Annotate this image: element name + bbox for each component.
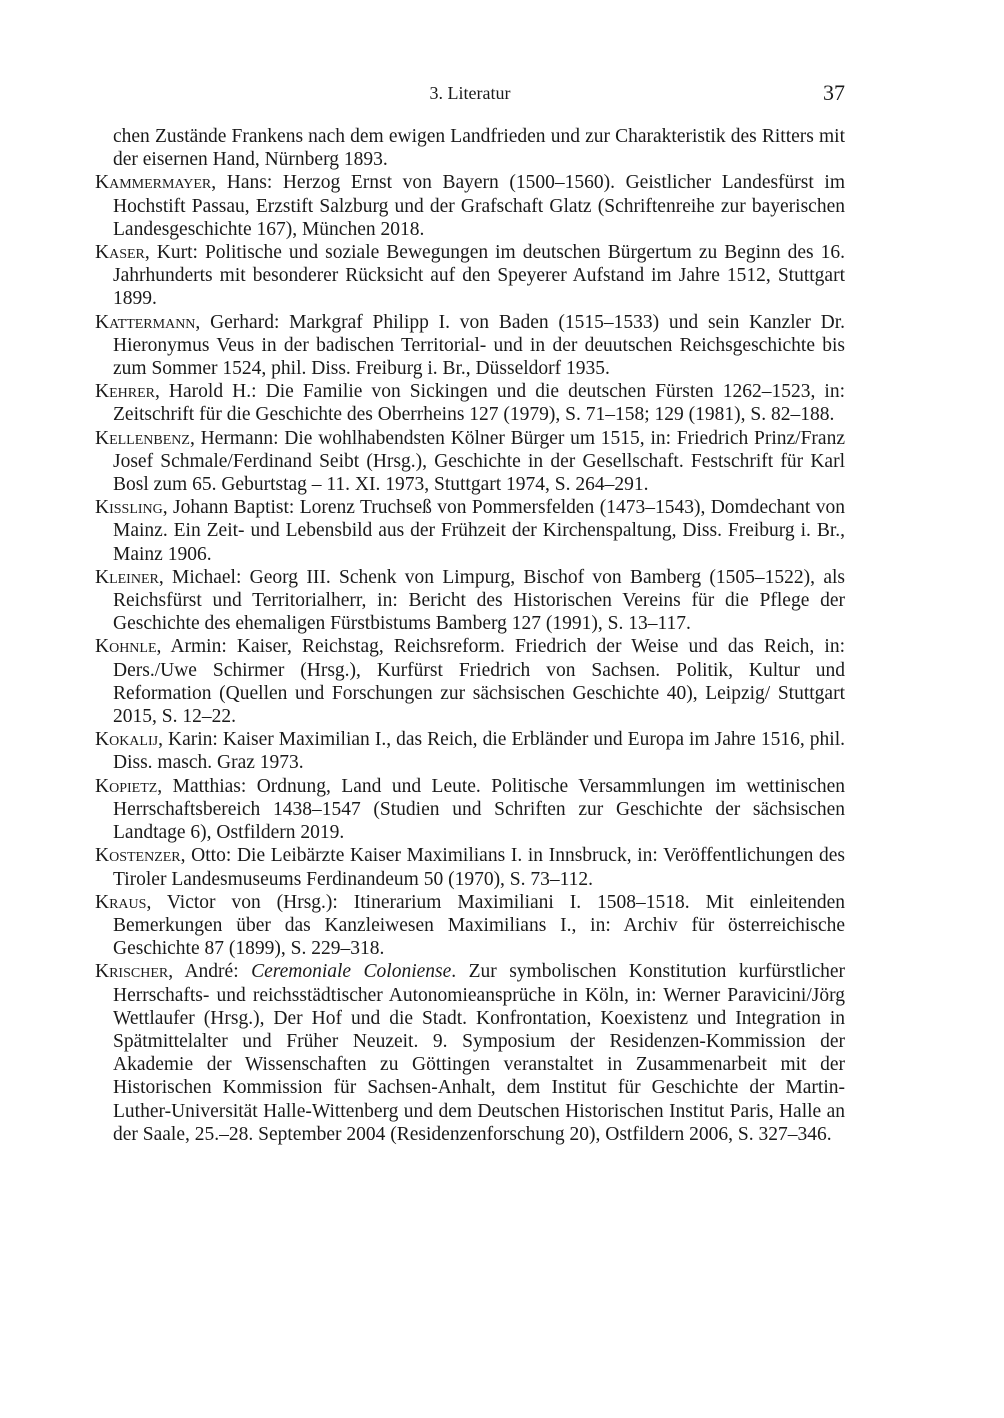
entry-author: Kopietz	[95, 775, 158, 797]
bibliography-entry	[95, 311, 845, 381]
entry-author: Kehrer	[95, 381, 155, 403]
entry-text: , Johann Baptist: Lorenz Truchseß von Pommersfelden (1473–1543), Domdechant von Mainz. Ein Zeit- und Lebensbild aus der Frühzeit der Kirchenspaltung, Diss. Freiburg i. Br., Mainz 1906.	[113, 497, 845, 565]
entry-author: Kattermann	[95, 311, 196, 333]
entry-text: , Victor von (Hrsg.): Itinerarium Maximiliani I. 1508–1518. Mit einleitenden Bemerkungen über das Kanzleiwesen Maximilians I., in: Archiv für österreichische Geschichte 87 (1899), S. 229–318.	[113, 891, 845, 960]
bibliography-entry	[95, 566, 845, 636]
entry-author: Kissling	[95, 497, 163, 519]
bibliography-entry	[95, 241, 845, 311]
bibliography-entry	[95, 496, 845, 566]
entry-text: , Armin: Kaiser, Reichstag, Reichsreform. Friedrich der Weise und das Reich, in: Ders./Uwe Schirmer (Hrsg.), Kurfürst Friedrich von Sachsen. Politik, Kultur und Reformation (Quellen und Forschungen zur sächsischen Geschichte 40), Leipzig/ Stuttgart 2015, S. 12–22.	[113, 636, 845, 728]
entry-text: , Matthias: Ordnung, Land und Leute. Politische Versammlungen im wettinischen Herrschaftsbereich 1438–1547 (Studien und Schriften zur Geschichte der sächsischen Landtage 6), Ostfildern 2019.	[113, 775, 845, 844]
page-header	[95, 80, 845, 108]
bibliography-entry	[95, 171, 845, 241]
bibliography-entry-continuation: chen Zustände Frankens nach dem ewigen Landfrieden und zur Charakteristik des Ritters mit der eisernen Hand, Nürnberg 1893.	[113, 126, 845, 171]
bibliography-entry	[95, 775, 845, 845]
entry-author: Kaser	[95, 242, 145, 264]
entry-author: Kokalij	[95, 729, 159, 751]
entry-text: , Michael: Georg III. Schenk von Limpurg, Bischof von Bamberg (1505–1522), als Reichsfürst und Territorialherr, in: Bericht des Historischen Vereins für die Pflege der Geschichte des ehemaligen Fürstbistums Bamberg 127 (1991), S. 13–117.	[113, 566, 845, 635]
bibliography-entry	[95, 960, 845, 1146]
entry-text: , Hans: Herzog Ernst von Bayern (1500–1560). Geistlicher Landesfürst im Hochstift Passau, Erzstift Salzburg und der Grafschaft Glatz (Schriftenreihe zur bayerischen Landesgeschichte 167), München 2018.	[113, 172, 845, 240]
entry-text: , Harold H.: Die Familie von Sickingen und die deutschen Fürsten 1262–1523, in: Zeitschrift für die Geschichte des Oberrheins 127 (1979), S. 71–158; 129 (1981), S. 82–188.	[113, 381, 845, 426]
entry-title-italic: Ceremoniale Coloniense	[251, 961, 452, 983]
page-number: 37	[823, 80, 845, 105]
bibliography-list	[95, 125, 845, 1146]
bibliography-entry	[95, 427, 845, 497]
bibliography-entry	[95, 380, 845, 426]
entry-text: , Otto: Die Leibärzte Kaiser Maximilians I. in Innsbruck, in: Veröffentlichungen des Tiroler Landesmuseums Ferdinandeum 50 (1970), S. 73–112.	[113, 845, 845, 890]
entry-author: Kleiner	[95, 566, 159, 588]
bibliography-entry	[95, 844, 845, 890]
entry-author: Krischer	[95, 961, 169, 983]
entry-text: , Karin: Kaiser Maximilian I., das Reich, die Erbländer und Europa im Jahre 1516, phil. Diss. masch. Graz 1973.	[113, 729, 845, 774]
entry-text: , Kurt: Politische und soziale Bewegungen im deutschen Bürgertum zu Beginn des 16. Jahrhunderts mit besonderer Rücksicht auf den Speyerer Aufstand im Jahre 1512, Stuttgart 1899.	[113, 242, 845, 310]
entry-text: . Zur symbolischen Konstitution kurfürstlicher Herrschafts- und reichsstädtischer Autonomieansprüche in Köln, in: Werner Paravicini/Jörg Wettlaufer (Hrsg.), Der Hof und die Stadt. Konfrontation, Koexistenz und Integration in Spätmittelalter und Früher Neuzeit. 9. Symposium der Residenzen-Kommission der Akademie der Wissenschaften zu Göttingen veranstaltet in Zusammenarbeit mit der Historischen Kommission für Sachsen-Anhalt, dem Institut für Geschichte der Martin-Luther-Universität Halle-Wittenberg und dem Deutschen Historischen Institut Paris, Halle an der Saale, 25.–28. September 2004 (Residenzenforschung 20), Ostfildern 2006, S. 327–346.	[113, 961, 845, 1145]
entry-author: Kellenbenz	[95, 427, 190, 449]
entry-text: , Gerhard: Markgraf Philipp I. von Baden (1515–1533) und sein Kanzler Dr. Hieronymus Veus in der badischen Territorial- und in der deuutschen Reichsgeschichte bis zum Sommer 1524, phil. Diss. Freiburg i. Br., Düsseldorf 1935.	[113, 311, 845, 380]
entry-author: Kostenzer	[95, 845, 181, 867]
entry-text: , Hermann: Die wohlhabendsten Kölner Bürger um 1515, in: Friedrich Prinz/Franz Josef Schmale/Ferdinand Seibt (Hrsg.), Geschichte in der Gesellschaft. Festschrift für Karl Bosl zum 65. Geburtstag – 11. XI. 1973, Stuttgart 1974, S. 264–291.	[113, 427, 845, 496]
bibliography-entry	[95, 635, 845, 728]
entry-author: Kohnle	[95, 636, 157, 658]
entry-text: , André:	[168, 961, 252, 983]
bibliography-entry	[95, 728, 845, 774]
entry-author: Kammermayer	[95, 172, 212, 194]
entry-author: Kraus	[95, 891, 147, 913]
running-title: 3. Literatur	[429, 83, 511, 103]
bibliography-entry	[95, 891, 845, 961]
